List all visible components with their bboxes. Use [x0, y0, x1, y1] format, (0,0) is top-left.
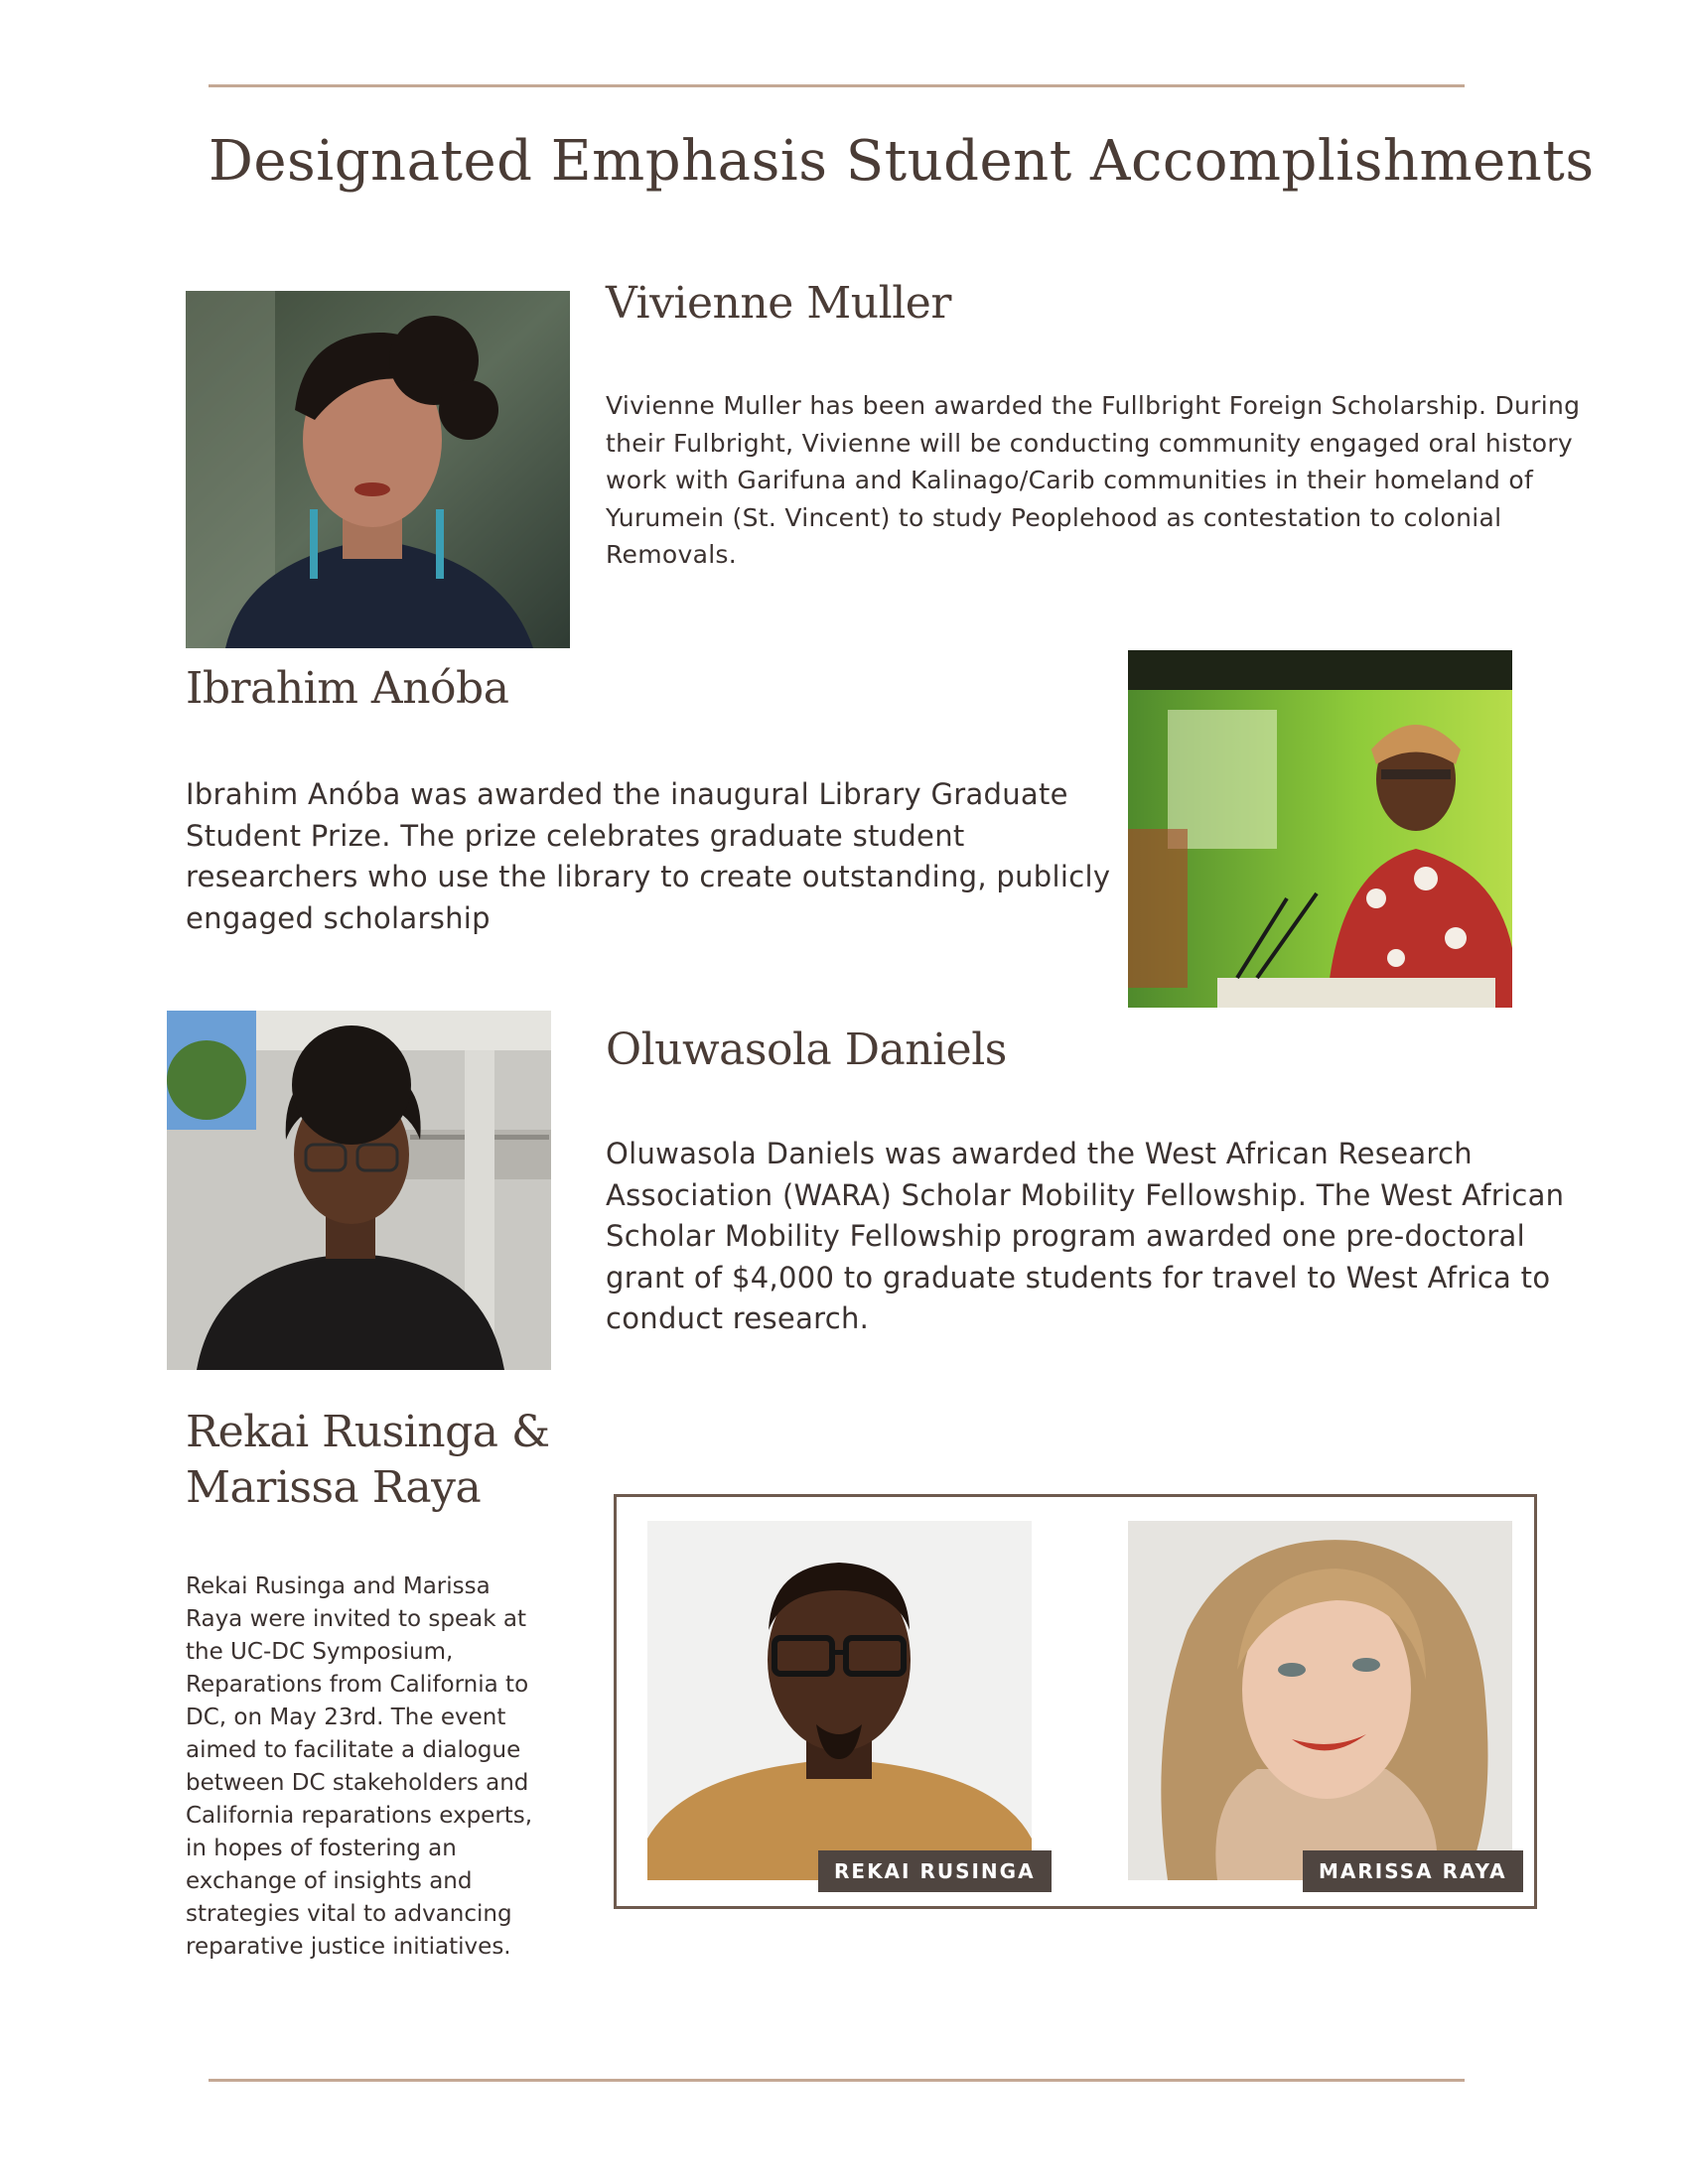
bottom-divider — [209, 2079, 1465, 2082]
marissa-raya-tag: MARISSA RAYA — [1303, 1850, 1523, 1892]
vivienne-muller-description: Vivienne Muller has been awarded the Fullbright Foreign Scholarship. During their Fulbright, Vivienne will be conducting community engaged oral history work with Garifuna and Kalinago/Carib communities in their homeland of Yurumein (St. Vincent) to study Peoplehood as contestation to colonial Removals. — [606, 391, 1581, 569]
page-title: Designated Emphasis Student Accomplishments — [209, 129, 1595, 194]
rusinga-raya-name-line1: Rekai Rusinga & — [186, 1407, 550, 1457]
rekai-rusinga-tag: REKAI RUSINGA — [818, 1850, 1052, 1892]
top-divider — [209, 84, 1465, 87]
rusinga-raya-name — [186, 1405, 550, 1516]
oluwasola-daniels-name: Oluwasola Daniels — [606, 1024, 1007, 1075]
vivienne-muller-name: Vivienne Muller — [606, 278, 951, 329]
ibrahim-anoba-name: Ibrahim Anóba — [186, 663, 509, 714]
oluwasola-daniels-description: Oluwasola Daniels was awarded the West African Research Association (WARA) Scholar Mobility Fellowship. The West African Scholar Mobility Fellowship program awarded one pre-doctoral grant of $4,000 to graduate students for travel to West Africa to conduct research. — [606, 1137, 1565, 1335]
rekai-rusinga-photo — [647, 1521, 1032, 1880]
ibrahim-anoba-description: Ibrahim Anóba was awarded the inaugural Library Graduate Student Prize. The prize celebrates graduate student researchers who use the library to create outstanding, publicly engaged scholarship — [186, 777, 1111, 935]
oluwasola-daniels-photo — [167, 1011, 551, 1370]
vivienne-muller-photo — [186, 291, 570, 648]
rusinga-raya-name-line2: Marissa Raya — [186, 1462, 482, 1513]
rusinga-raya-description: Rekai Rusinga and Marissa Raya were invited to speak at the UC-DC Symposium, Reparations from California to DC, on May 23rd. The event aimed to facilitate a dialogue between DC stakeholders and California reparations experts, in hopes of fostering an exchange of insights and strategies vital to advancing reparative justice initiatives. — [186, 1573, 533, 1960]
marissa-raya-photo — [1128, 1521, 1512, 1880]
ibrahim-anoba-photo — [1128, 650, 1512, 1008]
